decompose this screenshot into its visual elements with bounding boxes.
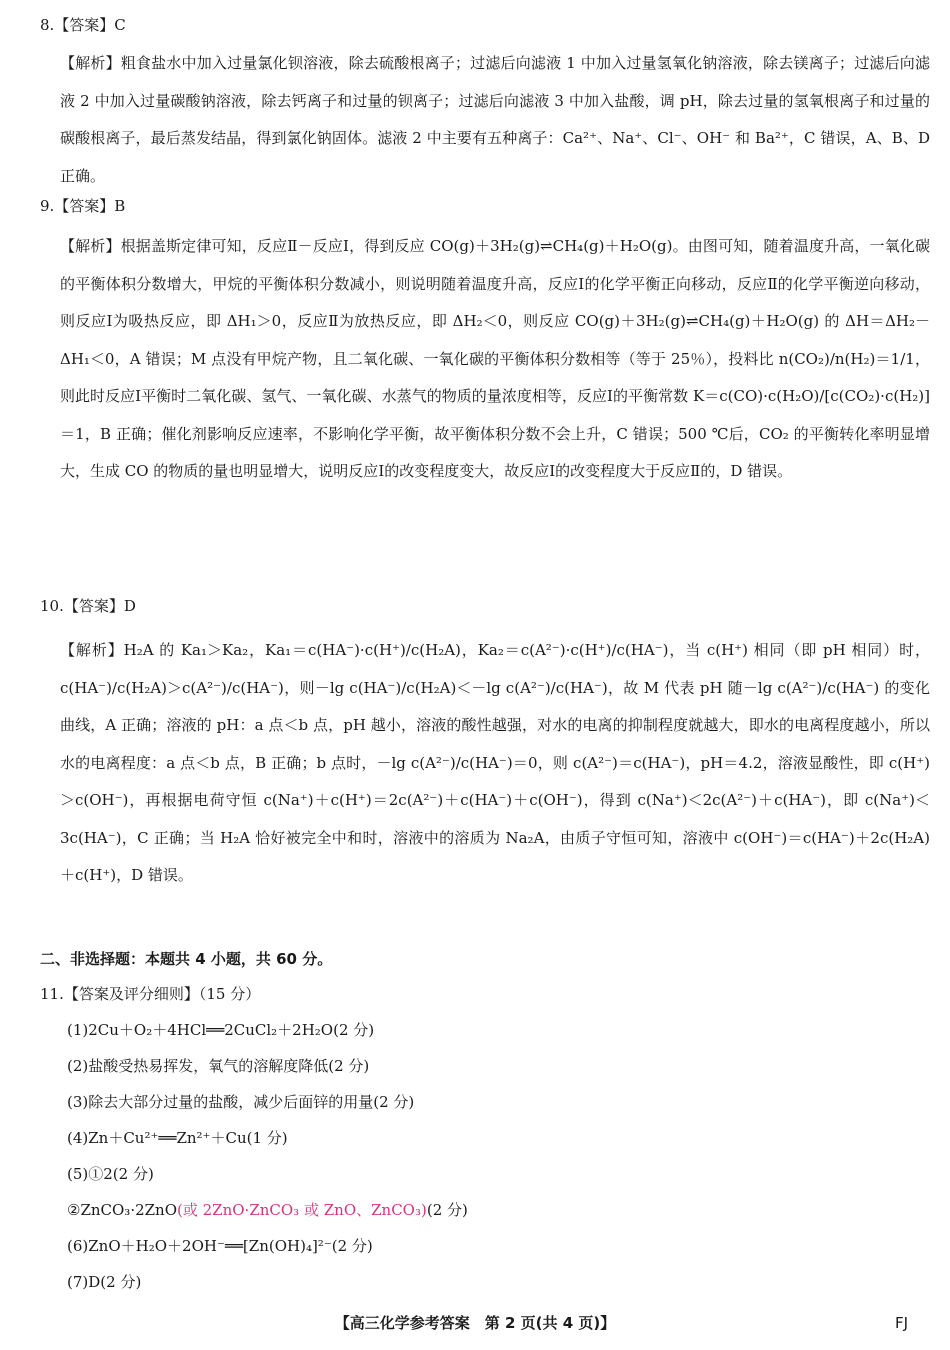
q11-answer-3: (3)除去大部分过量的盐酸，减少后面锌的用量(2 分) [67,1093,415,1111]
q11-answer-2: (2)盐酸受热易挥发，氧气的溶解度降低(2 分) [67,1057,370,1075]
q11-answer-5b [67,1199,468,1221]
footer-region-code: FJ [894,1314,908,1332]
q11-answer-5b-score: (2 分) [426,1201,468,1219]
q8-analysis: 【解析】粗食盐水中加入过量氯化钡溶液，除去硫酸根离子；过滤后向滤液 1 中加入过量氢氧化钠溶液，除去镁离子；过滤后向滤液 2 中加入过量碳酸钠溶液，除去钙离子和过量的钡离子；过滤后向滤液 3 中加入盐酸，调 pH，除去过量的氢氧根离子和过量的碳酸根离子，最后蒸发结晶，得到氯化钠固体。滤液 2 中主要有五种离子：Ca²⁺、Na⁺、Cl⁻、OH⁻ 和 Ba²⁺，C 错误，A、B、D 正确。 [60,54,930,185]
section-heading: 二、非选择题：本题共 4 小题，共 60 分。 [40,950,333,968]
q11-answer-7: (7)D(2 分) [67,1273,142,1291]
q11-answer-4: (4)Zn＋Cu²⁺══Zn²⁺＋Cu(1 分) [67,1129,288,1147]
q11-heading: 11.【答案及评分细则】（15 分） [40,985,261,1003]
q11-answer-5: (5)①2(2 分) [67,1165,154,1183]
q10-analysis: 【解析】H₂A 的 Ka₁＞Ka₂，Ka₁＝c(HA⁻)·c(H⁺)/c(H₂A)，Ka₂＝c(A²⁻)·c(H⁺)/c(HA⁻)，当 c(H⁺) 相同（即 pH 相同）时，c(HA⁻)/c(H₂A)＞c(A²⁻)/c(HA⁻)，则－lg c(HA⁻)/c(H₂A)＜－lg c(A²⁻)/c(HA⁻)，故 M 代表 pH 随－lg c(A²⁻)/c(HA⁻) 的变化曲线，A 正确；溶液的 pH：a 点＜b 点，pH 越小，溶液的酸性越强，对水的电离的抑制程度就越大，即水的电离程度越小，所以水的电离程度：a 点＜b 点，B 正确；b 点时，－lg c(A²⁻)/c(HA⁻)＝0，则 c(A²⁻)＝c(HA⁻)，pH＝4.2，溶液显酸性，即 c(H⁺)＞c(OH⁻)，再根据电荷守恒 c(Na⁺)＋c(H⁺)＝2c(A²⁻)＋c(HA⁻)＋c(OH⁻)，得到 c(Na⁺)＜2c(A²⁻)＋c(HA⁻)，即 c(Na⁺)＜3c(HA⁻)，C 正确；当 H₂A 恰好被完全中和时，溶液中的溶质为 Na₂A，由质子守恒可知，溶液中 c(OH⁻)＝c(HA⁻)＋2c(H₂A)＋c(H⁺)，D 错误。 [60,641,930,884]
q10-heading: 10.【答案】D [40,597,136,615]
q9-heading: 9.【答案】B [40,197,126,215]
footer-page-label: 【高三化学参考答案 第 2 页(共 4 页)】 [334,1314,616,1332]
q11-answer-5b-main: ②ZnCO₃·2ZnO [67,1201,178,1219]
q11-answer-6: (6)ZnO＋H₂O＋2OH⁻══[Zn(OH)₄]²⁻(2 分) [67,1237,373,1255]
q11-answer-1: (1)2Cu＋O₂＋4HCl══2CuCl₂＋2H₂O(2 分) [67,1021,375,1039]
q8-heading: 8.【答案】C [40,16,126,34]
q11-answer-5b-alternatives: (或 2ZnO·ZnCO₃ 或 ZnO、ZnCO₃) [177,1201,427,1219]
q9-analysis: 【解析】根据盖斯定律可知，反应Ⅱ－反应Ⅰ，得到反应 CO(g)＋3H₂(g)⇌CH₄(g)＋H₂O(g)。由图可知，随着温度升高，一氧化碳的平衡体积分数增大，甲烷的平衡体积分数减小，则说明随着温度升高，反应Ⅰ的化学平衡正向移动，反应Ⅱ的化学平衡逆向移动，则反应Ⅰ为吸热反应，即 ΔH₁＞0，反应Ⅱ为放热反应，即 ΔH₂＜0，则反应 CO(g)＋3H₂(g)⇌CH₄(g)＋H₂O(g) 的 ΔH＝ΔH₂－ΔH₁＜0，A 错误；M 点没有甲烷产物，且二氧化碳、一氧化碳的平衡体积分数相等（等于 25％），投料比 n(CO₂)/n(H₂)＝1/1，则此时反应Ⅰ平衡时二氧化碳、氢气、一氧化碳、水蒸气的物质的量浓度相等，反应Ⅰ的平衡常数 K＝c(CO)·c(H₂O)/[c(CO₂)·c(H₂)]＝1，B 正确；催化剂影响反应速率，不影响化学平衡，故平衡体积分数不会上升，C 错误；500 ℃后，CO₂ 的平衡转化率明显增大，生成 CO 的物质的量也明显增大，说明反应Ⅰ的改变程度变大，故反应Ⅰ的改变程度大于反应Ⅱ的，D 错误。 [60,237,930,480]
